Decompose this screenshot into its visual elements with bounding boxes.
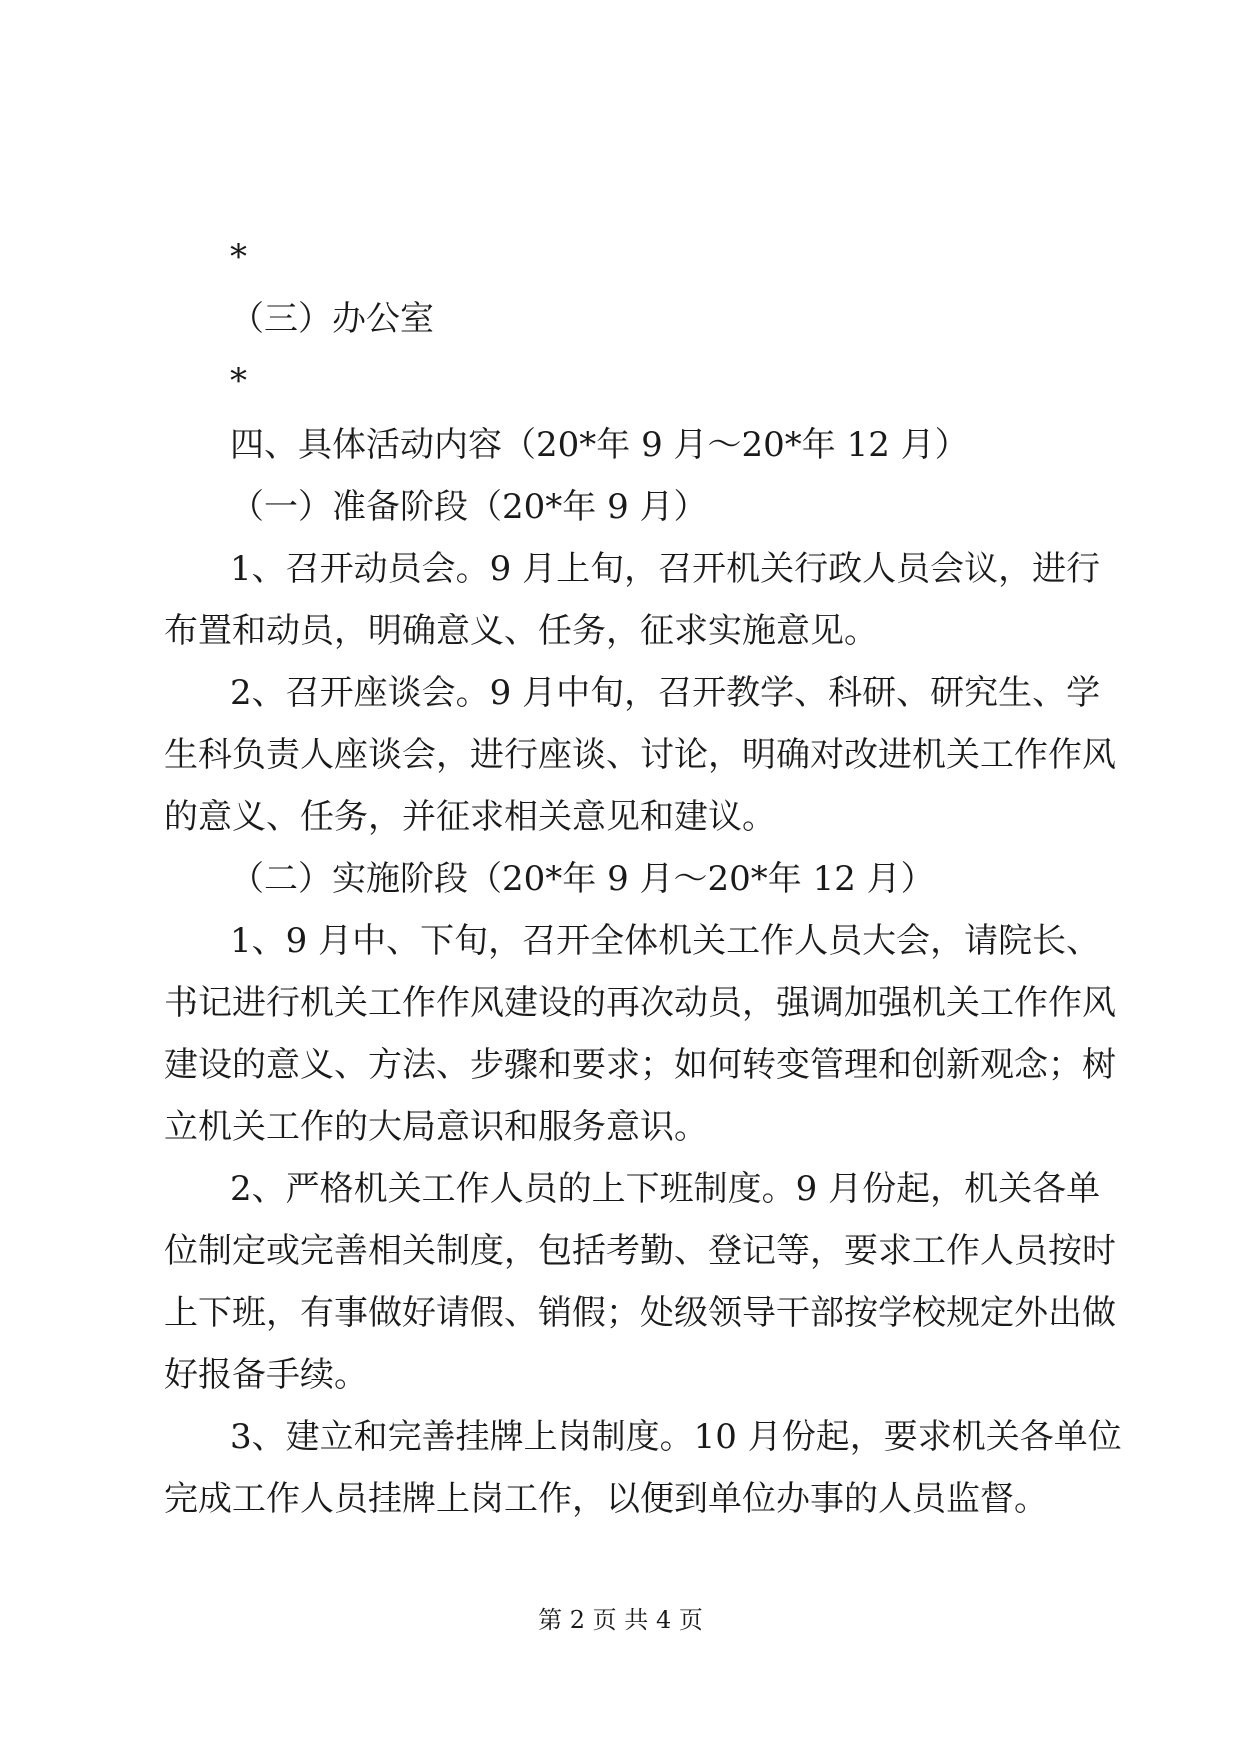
paragraph-line: 建设的意义、方法、步骤和要求；如何转变管理和创新观念；树 <box>164 1045 1116 1085</box>
paragraph-line: 3、建立和完善挂牌上岗制度。10 月份起，要求机关各单位 <box>230 1417 1122 1457</box>
asterisk-line: * <box>230 237 247 277</box>
paragraph-line: 完成工作人员挂牌上岗工作，以便到单位办事的人员监督。 <box>164 1479 1048 1519</box>
paragraph-line: 立机关工作的大局意识和服务意识。 <box>164 1107 708 1147</box>
paragraph-line: 的意义、任务，并征求相关意见和建议。 <box>164 797 776 837</box>
paragraph-line: 1、召开动员会。9 月上旬，召开机关行政人员会议，进行 <box>230 549 1101 589</box>
page-number-footer: 第 2 页 共 4 页 <box>538 1606 703 1634</box>
paragraph-line: 2、召开座谈会。9 月中旬，召开教学、科研、研究生、学 <box>230 673 1101 713</box>
paragraph-line: 位制定或完善相关制度，包括考勤、登记等，要求工作人员按时 <box>164 1231 1116 1271</box>
section-heading-activities: 四、具体活动内容（20*年 9 月～20*年 12 月） <box>230 425 969 465</box>
asterisk-line: * <box>230 361 247 401</box>
subsection-heading-implementation: （二）实施阶段（20*年 9 月～20*年 12 月） <box>230 859 935 899</box>
subsection-heading-preparation: （一）准备阶段（20*年 9 月） <box>230 487 708 527</box>
paragraph-line: 好报备手续。 <box>164 1355 368 1395</box>
paragraph-line: 书记进行机关工作作风建设的再次动员，强调加强机关工作作风 <box>164 983 1116 1023</box>
paragraph-line: 上下班，有事做好请假、销假；处级领导干部按学校规定外出做 <box>164 1293 1116 1333</box>
paragraph-line: 2、严格机关工作人员的上下班制度。9 月份起，机关各单 <box>230 1169 1101 1209</box>
paragraph-line: 1、9 月中、下旬，召开全体机关工作人员大会，请院长、 <box>230 921 1101 961</box>
paragraph-line: 布置和动员，明确意义、任务，征求实施意见。 <box>164 611 878 651</box>
paragraph-line: 生科负责人座谈会，进行座谈、讨论，明确对改进机关工作作风 <box>164 735 1116 775</box>
section-heading-office: （三）办公室 <box>230 299 434 339</box>
